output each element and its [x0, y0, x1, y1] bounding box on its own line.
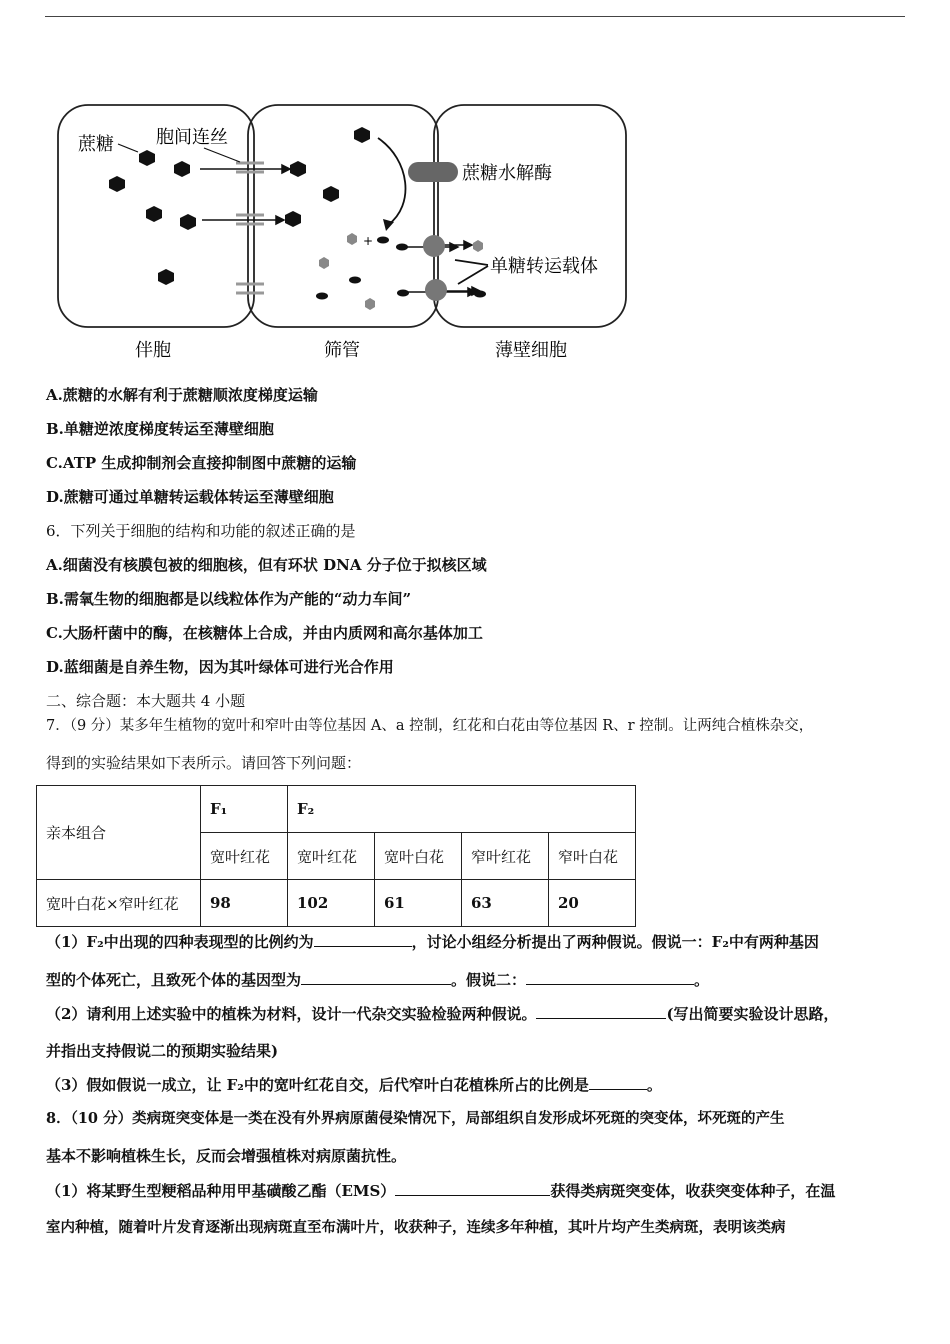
q8-stem-line2: 基本不影响植株生长，反而会增强植株对病原菌抗性。: [46, 1147, 407, 1165]
answer-blank[interactable]: [314, 932, 412, 947]
table-parent-header: 亲本组合: [37, 786, 201, 880]
q7-sub1-line2: 型的个体死亡，且致死个体的基因型为 。假说二： 。: [46, 971, 710, 989]
table-f2-header: F₂: [288, 786, 636, 833]
label-plasmodesmata: 胞间连丝: [156, 127, 228, 148]
label-sieve-tube: 筛管: [324, 340, 360, 361]
answer-blank[interactable]: [526, 970, 694, 985]
q7-sub1-line1: （1）F₂中出现的四种表现型的比例约为 ，讨论小组经分析提出了两种假说。假说一：F₂中有两种基因: [46, 933, 819, 951]
table-cross: 宽叶白花×窄叶红花: [37, 880, 201, 927]
answer-blank[interactable]: [589, 1075, 647, 1090]
sucrose-icon: [174, 161, 190, 177]
parenchyma-cell-outline: [434, 105, 626, 327]
q6-option-c: C.大肠杆菌中的酶，在核糖体上合成，并由内质网和高尔基体加工: [46, 624, 483, 642]
table-value: 20: [549, 880, 636, 927]
sucrose-icon: [139, 150, 155, 166]
section-2-heading: 二、综合题：本大题共 4 小题: [46, 692, 246, 710]
table-value: 61: [375, 880, 462, 927]
sucrose-icon: [158, 269, 174, 285]
q5-option-a: A.蔗糖的水解有利于蔗糖顺浓度梯度运输: [46, 386, 318, 404]
table-f1-header: F₁: [201, 786, 288, 833]
label-companion-cell: 伴胞: [135, 340, 171, 361]
sucrose-icon: [290, 161, 306, 177]
hydrolysis-arrow: [378, 138, 405, 225]
q8-sub1-line1: （1）将某野生型粳稻品种用甲基磺酸乙酯（EMS） 获得类病斑突变体，收获突变体种子，在温: [46, 1182, 836, 1200]
q8-stem-line1: 8．（10 分）类病斑突变体是一类在没有外界病原菌侵染情况下，局部组织自发形成坏死斑的突变体，坏死斑的产生: [46, 1110, 785, 1127]
q7-stem-line2: 得到的实验结果如下表所示。请回答下列问题：: [46, 754, 362, 772]
sucrose-icon: [146, 206, 162, 222]
sucrose-molecules: [109, 127, 370, 285]
q7-sub2-line1: （2）请利用上述实验中的植株为材料，设计一代杂交实验检验两种假说。 (写出简要实验设计思路，: [46, 1005, 839, 1023]
q5-option-c: C.ATP 生成抑制剂会直接抑制图中蔗糖的运输: [46, 454, 357, 472]
table-f1-phenotype: 宽叶红花: [201, 833, 288, 880]
sucrose-icon: [180, 214, 196, 230]
label-invertase: 蔗糖水解酶: [462, 163, 552, 184]
q5-option-d: D.蔗糖可通过单糖转运载体转运至薄壁细胞: [46, 488, 334, 506]
q6-stem: 6．下列关于细胞的结构和功能的叙述正确的是: [46, 522, 356, 540]
invertase-enzyme: [408, 162, 458, 182]
table-f2-phenotype: 窄叶红花: [462, 833, 549, 880]
phloem-transport-diagram: [50, 100, 640, 370]
carrier-icon: [423, 235, 445, 257]
q6-option-b: B.需氧生物的细胞都是以线粒体作为产能的“动力车间”: [46, 590, 412, 608]
sucrose-icon: [323, 186, 339, 202]
answer-blank[interactable]: [301, 970, 451, 985]
table-f2-phenotype: 宽叶红花: [288, 833, 375, 880]
plasmodesmata-channels: [236, 163, 264, 293]
q6-option-d: D.蓝细菌是自养生物，因为其叶绿体可进行光合作用: [46, 658, 394, 676]
q7-sub3: （3）假如假说一成立，让 F₂中的宽叶红花自交，后代窄叶白花植株所占的比例是 。: [46, 1076, 662, 1094]
sucrose-icon: [109, 176, 125, 192]
table-f2-phenotype: 宽叶白花: [375, 833, 462, 880]
table-value: 63: [462, 880, 549, 927]
plus-sign: +: [363, 234, 374, 248]
answer-blank[interactable]: [536, 1004, 666, 1019]
q7-sub2-line2: 并指出支持假说二的预期实验结果): [46, 1042, 279, 1060]
q6-option-a: A.细菌没有核膜包被的细胞核，但有环状 DNA 分子位于拟核区域: [46, 556, 487, 574]
label-sucrose: 蔗糖: [78, 134, 114, 155]
table-value: 98: [201, 880, 288, 927]
q7-results-table: [36, 785, 636, 927]
q8-sub1-line2: 室内种植，随着叶片发育逐渐出现病斑直至布满叶片，收获种子，连续多年种植，其叶片均产生类病斑，表明该类病: [46, 1219, 786, 1236]
label-parenchyma-cell: 薄壁细胞: [495, 340, 567, 361]
table-value: 102: [288, 880, 375, 927]
header-rule: [45, 16, 905, 17]
sucrose-icon: [285, 211, 301, 227]
q7-stem-line1: 7．（9 分）某多年生植物的宽叶和窄叶由等位基因 A、a 控制，红花和白花由等位基因 R、r 控制。让两纯合植株杂交，: [46, 718, 814, 734]
answer-blank[interactable]: [395, 1181, 550, 1196]
sucrose-icon: [354, 127, 370, 143]
q5-option-b: B.单糖逆浓度梯度转运至薄壁细胞: [46, 420, 274, 438]
label-monosaccharide-carrier: 单糖转运载体: [490, 256, 598, 277]
table-f2-phenotype: 窄叶白花: [549, 833, 636, 880]
carrier-icon: [425, 279, 447, 301]
